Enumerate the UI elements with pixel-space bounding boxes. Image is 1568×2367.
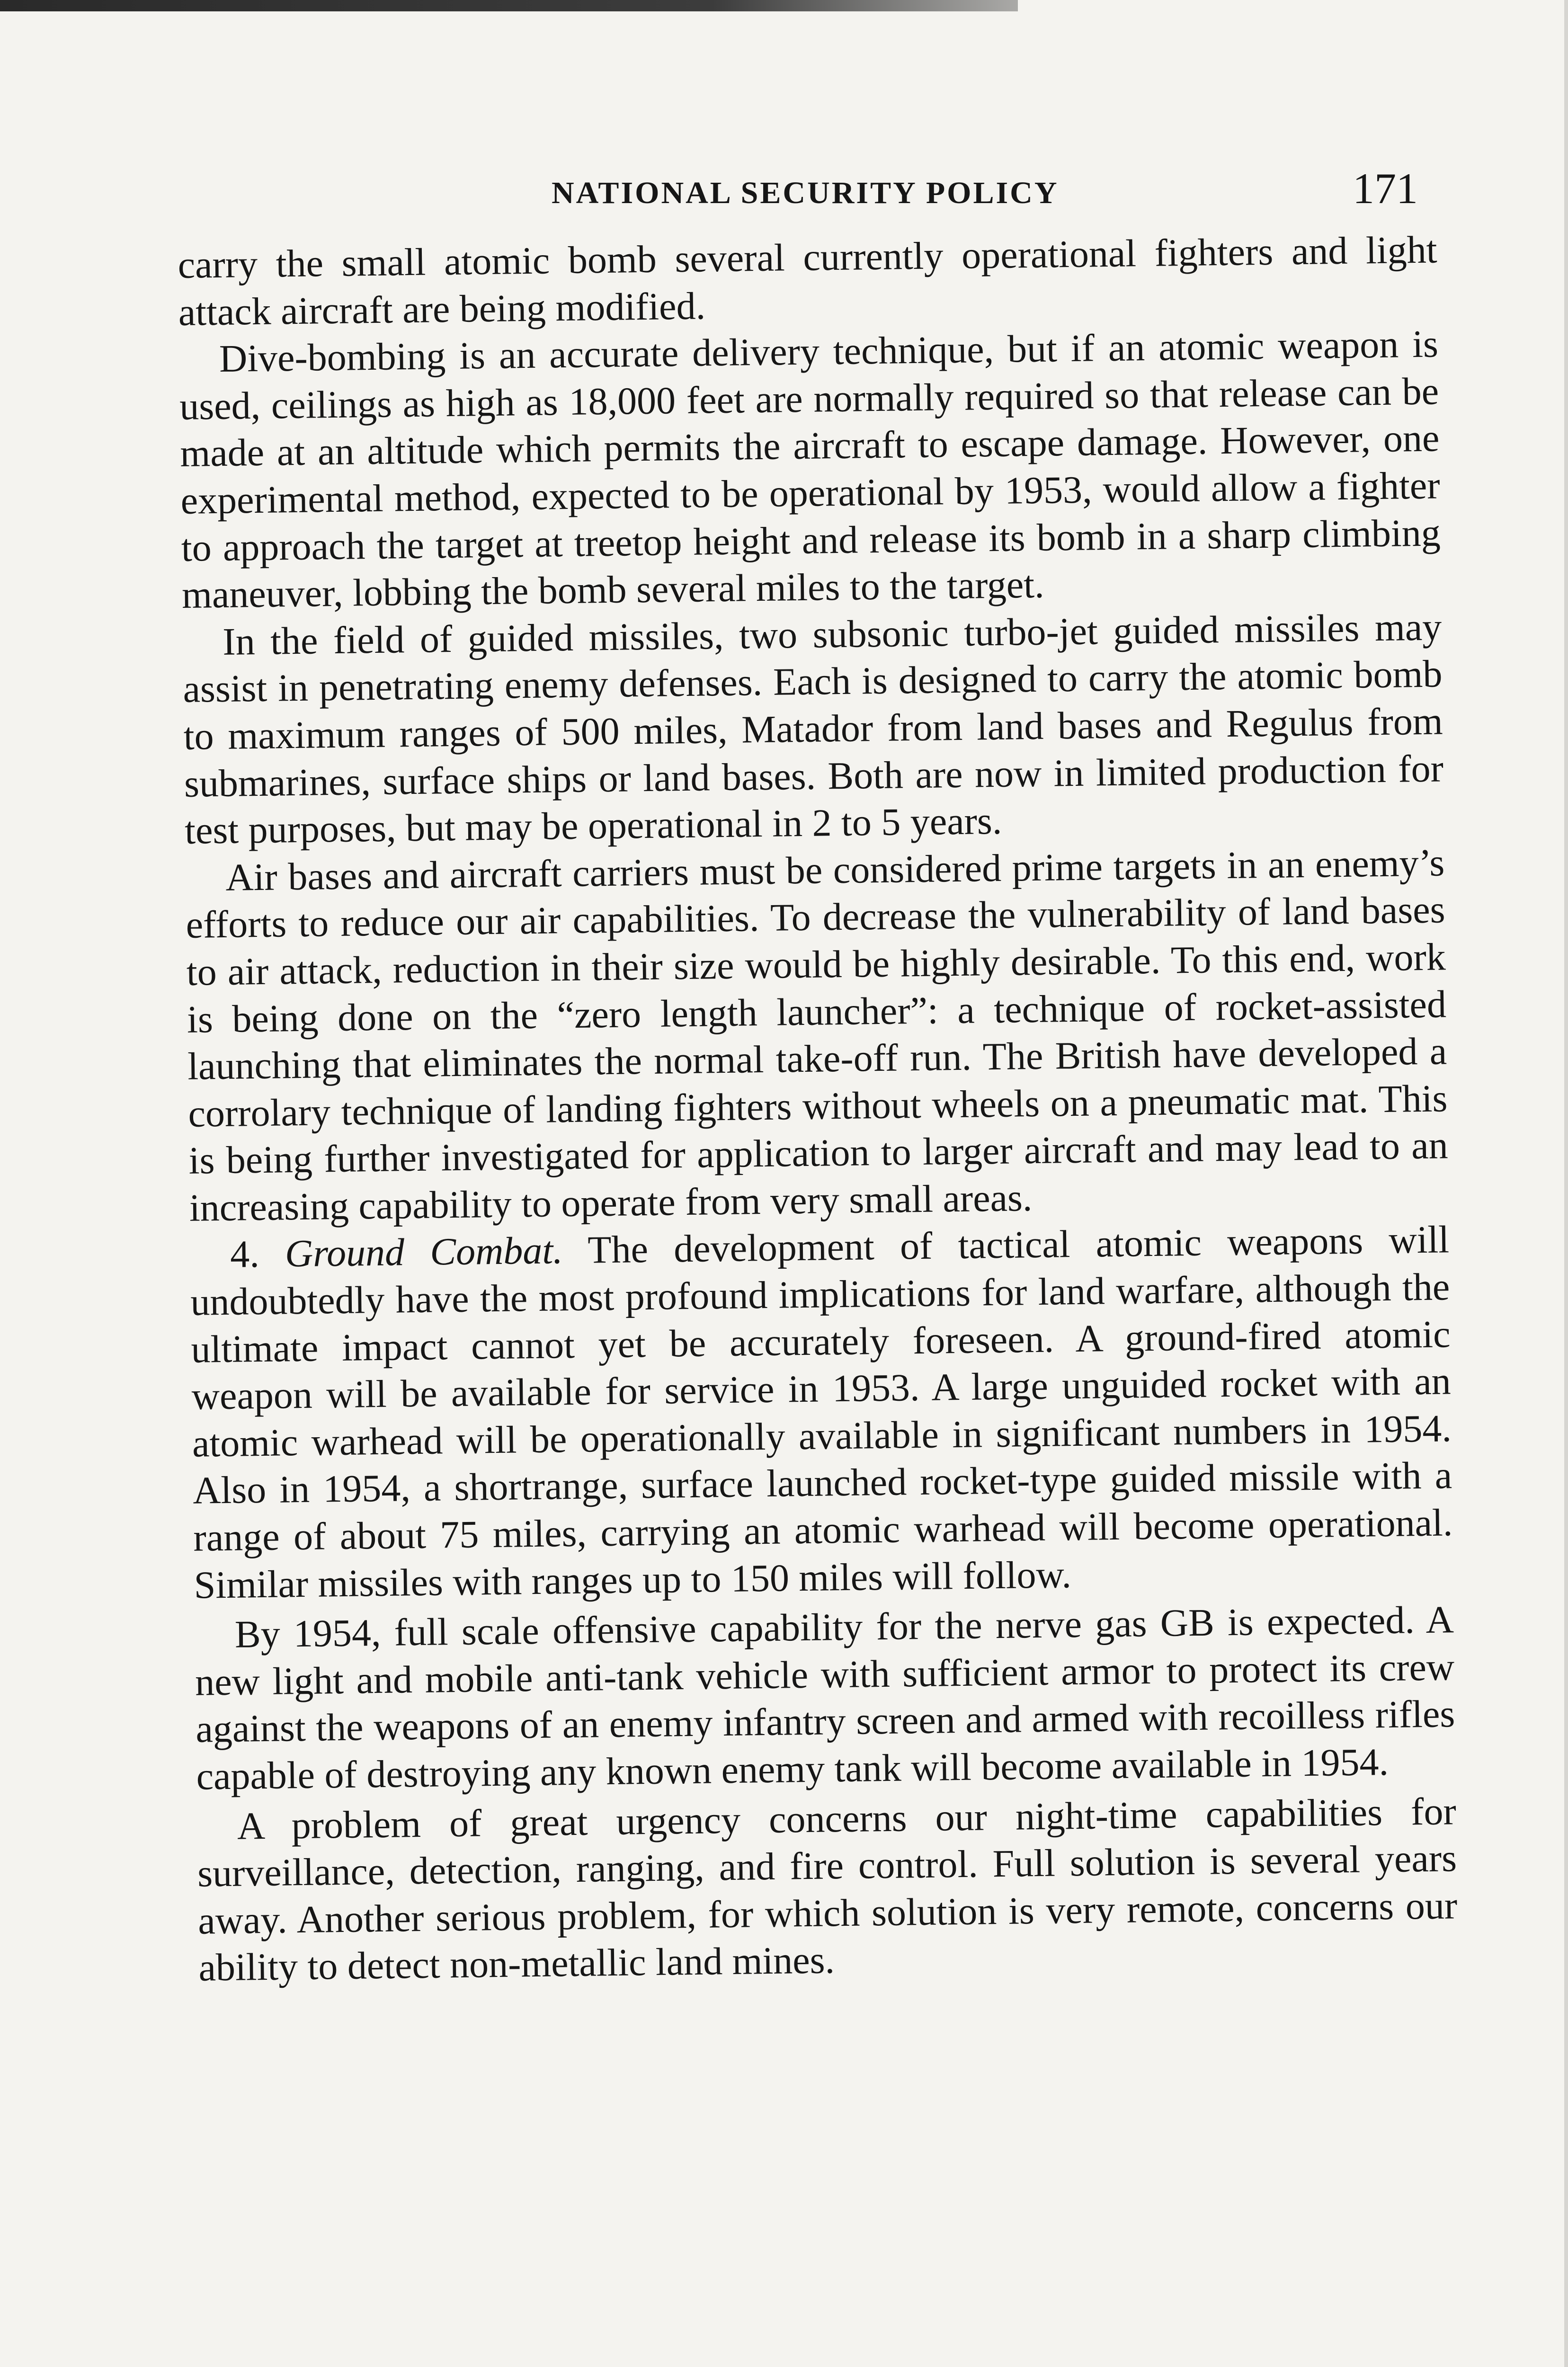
paragraph-ground-combat — [190, 1216, 1454, 1609]
body-text — [178, 226, 1458, 1992]
page-number: 171 — [1353, 164, 1418, 213]
paragraph-dive-bombing: Dive-bombing is an accurate delivery technique, but if an atomic weapon is used, ceilings as high as 18,000 feet are normally required so that release can be made at an altitude which permits the aircraft to escape damage. However, one experimental method, expected to be operational by 1953, would allow a fighter to approach the target at treetop height and release its bomb in a sharp climbing maneuver, lobbing the bomb several miles to the target. — [179, 322, 1441, 617]
running-head: NATIONAL SECURITY POLICY — [552, 176, 1059, 210]
paragraph-continued: carry the small atomic bomb several currently operational fighters and light attack aircraft are being modified. — [178, 228, 1437, 334]
paragraph-air-bases: Air bases and aircraft carriers must be considered prime targets in an enemy’s efforts to reduce our air capabilities. To decrease the vulnerability of land bases to air attack, reduction in their size would be highly desirable. To this end, work is being done on the “zero length launcher”: a technique of rocket-assisted launching that eliminates the normal take-off run. The British have developed a corrolary technique of landing fighters without wheels on a pneumatic mat. This is being further investigated for application to larger aircraft and may lead to an increasing capability to operate from very small areas. — [186, 841, 1449, 1229]
paragraph-nerve-gas: By 1954, full scale offensive capability for the nerve gas GB is expected. A new light and mobile anti-tank vehicle with sufficient armor to protect its crew against the weapons of an enemy infantry screen and armed with recoilless rifles capable of destroying any known enemy tank will become available in 1954. — [195, 1598, 1455, 1798]
paragraph-guided-missiles: In the field of guided missiles, two subsonic turbo-jet guided missiles may assist in penetrating enemy defenses. Each is designed to carry the atomic bomb to maximum ranges of 500 miles, Matador from land bases and Regulus from submarines, surface ships or land bases. Both are now in limited production for test purposes, but may be operational in 2 to 5 years. — [182, 605, 1444, 853]
paragraph-night-time: A problem of great urgency concerns our night-time capabilities for surveillance, detection, ranging, and fire control. Full solution is several years away. Another serious problem, for which solution is very remote, concerns our ability to detect non-metallic land mines. — [197, 1789, 1458, 1990]
section-text: The development of tactical atomic weapons will undoubtedly have the most profound implications for land warfare, although the ultimate impact cannot yet be accurately foreseen. A ground-fired atomic weapon will be available for service in 1953. A large unguided rocket with an atomic warhead will be operationally available in significant numbers in 1954. Also in 1954, a shortrange, surface launched rocket-type guided missile with a range of about 75 miles, carrying an atomic warhead will become operational. Similar missiles with ranges up to 150 miles will follow. — [190, 1218, 1453, 1607]
scan-top-edge — [0, 0, 1018, 11]
section-number: 4. — [230, 1232, 260, 1276]
scan-right-edge — [1564, 0, 1568, 2367]
page-header — [178, 163, 1427, 215]
section-heading: Ground Combat. — [285, 1228, 563, 1275]
